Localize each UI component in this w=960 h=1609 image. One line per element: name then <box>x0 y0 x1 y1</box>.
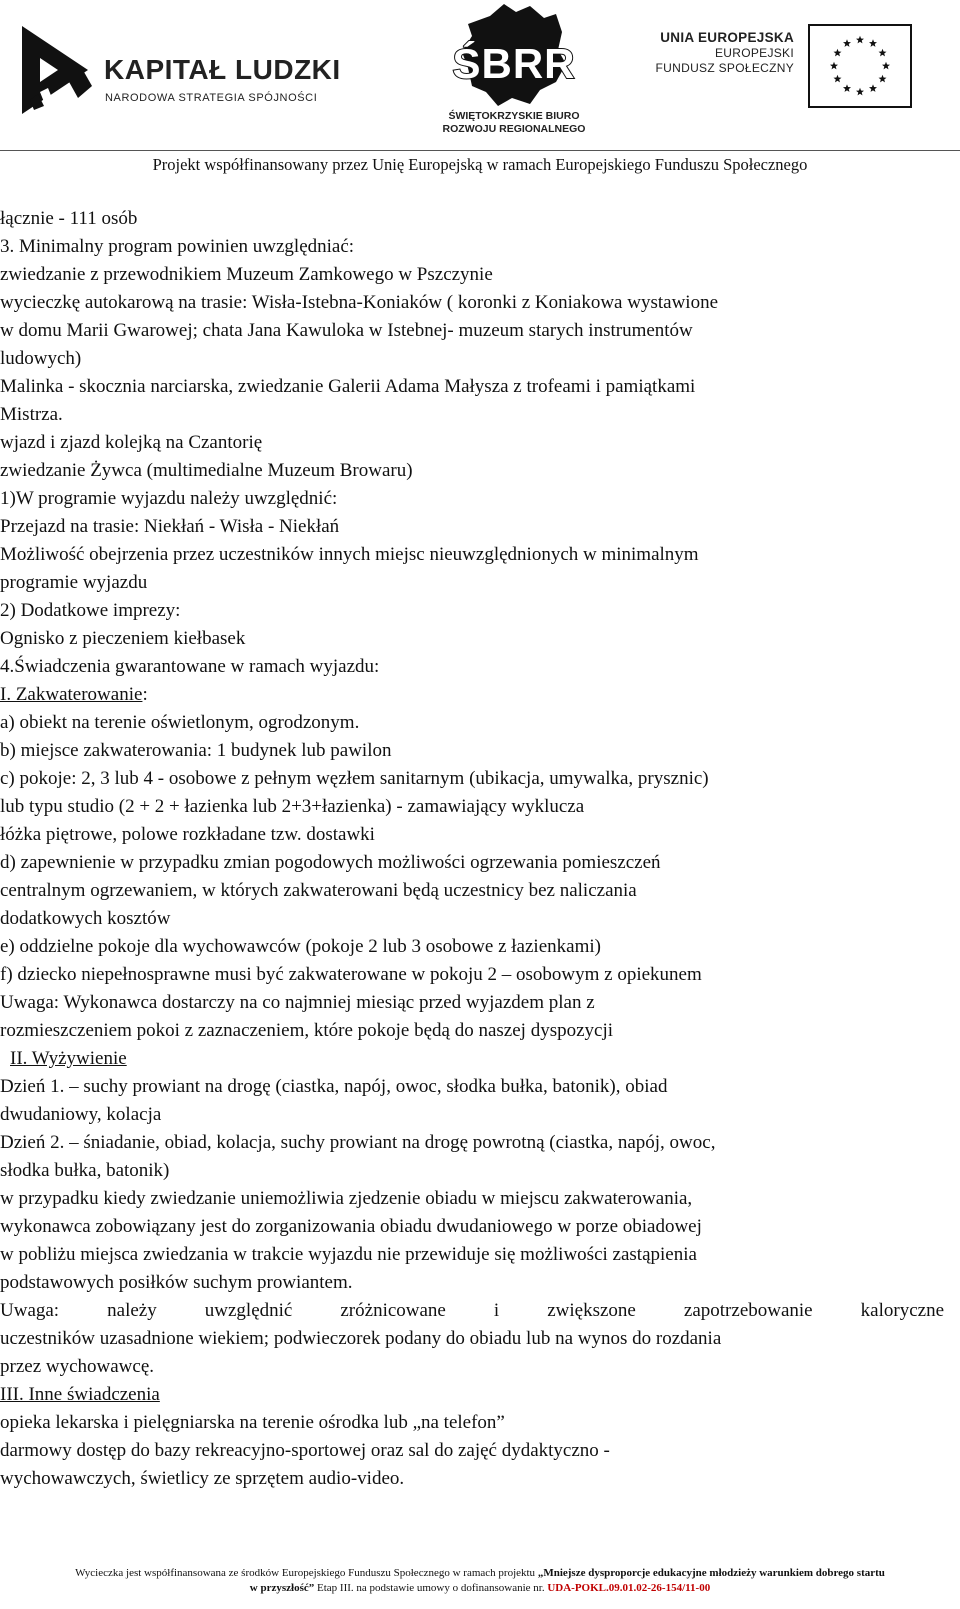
text-line: Uwaga: Wykonawca dostarczy na co najmniej miesiąc przed wyjazdem plan z <box>0 992 595 1013</box>
text-line: lub typu studio (2 + 2 + łazienka lub 2+3+łazienka) - zamawiający wyklucza <box>0 796 585 817</box>
text-line: e) oddzielne pokoje dla wychowawców (pokoje 2 lub 3 osobowe z łazienkami) <box>0 936 601 957</box>
header-divider <box>0 150 960 151</box>
section-heading-accommodation: I. Zakwaterowanie <box>0 684 143 705</box>
text-line: 1)W programie wyjazdu należy uwzględnić: <box>0 488 338 509</box>
section-heading-other-services: III. Inne świadczenia <box>0 1384 160 1405</box>
section-heading-line <box>0 1381 944 1409</box>
text-line: Dzień 1. – suchy prowiant na drogę (ciastka, napój, owoc, słodka bułka, batonik), obiad <box>0 1076 668 1097</box>
text-line: uczestników uzasadnione wiekiem; podwieczorek podany do obiadu lub na wynos do rozdania <box>0 1328 722 1349</box>
sbrr-name-line1: ŚWIĘTOKRZYSKIE BIURO <box>448 110 580 122</box>
text-line: 2) Dodatkowe imprezy: <box>0 600 181 621</box>
text-line: Dzień 2. – śniadanie, obiad, kolacja, suchy prowiant na drogę powrotną (ciastka, napój, owoc, <box>0 1132 716 1153</box>
sbrr-name-line2: ROZWOJU REGIONALNEGO <box>442 123 586 135</box>
text-line: wycieczkę autokarową na trasie: Wisła-Istebna-Koniaków ( koronki z Koniakowa wystawione <box>0 292 719 313</box>
eu-flag-icon <box>808 24 912 108</box>
text-line: przez wychowawcę. <box>0 1356 155 1377</box>
footer-project-title-end: w przyszłość” <box>249 1582 315 1594</box>
text-line: 3. Minimalny program powinien uwzględniać: <box>0 236 355 257</box>
text-line: słodka bułka, batonik) <box>0 1160 170 1181</box>
footer-funding-text: Wycieczka jest współfinansowana ze środków Europejskiego Funduszu Społecznego w ramach projektu <box>75 1567 538 1579</box>
text-line: rozmieszczeniem pokoi z zaznaczeniem, które pokoje będą do naszej dyspozycji <box>0 1020 614 1041</box>
eu-line2: EUROPEJSKI <box>714 46 794 60</box>
text-line: dwudaniowy, kolacja <box>0 1104 162 1125</box>
section-heading-meals: II. Wyżywienie <box>10 1048 127 1069</box>
text-line: a) obiekt na terenie oświetlonym, ogrodzonym. <box>0 712 360 733</box>
page-header <box>0 0 960 174</box>
section-heading-line <box>0 681 944 709</box>
footer-line2 <box>0 1581 960 1596</box>
kapital-ludzki-title: KAPITAŁ LUDZKI <box>104 54 341 85</box>
text-line: w domu Marii Gwarowej; chata Jana Kawuloka w Istebnej- muzeum starych instrumentów <box>0 320 693 341</box>
text-line: d) zapewnienie w przypadku zmian pogodowych możliwości ogrzewania pomieszczeń <box>0 852 661 873</box>
text-line: zwiedzanie Żywca (multimedialne Muzeum Browaru) <box>0 460 413 481</box>
kapital-ludzki-logo <box>18 20 341 120</box>
eu-logo <box>650 24 912 114</box>
text-line: łóżka piętrowe, polowe rozkładane tzw. dostawki <box>0 824 375 845</box>
project-tagline: Projekt współfinansowany przez Unię Europejską w ramach Europejskiego Funduszu Społecznego <box>152 155 808 174</box>
heading-colon: : <box>142 684 148 705</box>
text-line: w pobliżu miejsca zwiedzania w trakcie wyjazdu nie przewiduje się możliwości zastąpienia <box>0 1244 697 1265</box>
text-line: łącznie - 111 osób <box>0 208 138 229</box>
text-line: dodatkowych kosztów <box>0 908 171 929</box>
footer-project-title: „Mniejsze dysproporcje edukacyjne młodzieży warunkiem dobrego startu <box>537 1567 885 1579</box>
text-line: wjazd i zjazd kolejką na Czantorię <box>0 432 263 453</box>
footer-agreement-text: Etap III. na podstawie umowy o dofinansowanie nr. <box>314 1582 548 1594</box>
section-heading-line <box>0 1045 944 1073</box>
page-footer <box>0 1566 960 1596</box>
sbrr-acronym: ŚBRR <box>452 40 576 87</box>
text-line: Malinka - skocznia narciarska, zwiedzanie Galerii Adama Małysza z trofeami i pamiątkami <box>0 376 696 397</box>
sbrr-logo <box>434 2 594 136</box>
kapital-ludzki-subtitle: NARODOWA STRATEGIA SPÓJNOŚCI <box>105 92 318 104</box>
text-line: Ognisko z pieczeniem kiełbasek <box>0 628 246 649</box>
text-line: f) dziecko niepełnosprawne musi być zakwaterowane w pokoju 2 – osobowym z opiekunem <box>0 964 702 985</box>
text-line: 4.Świadczenia gwarantowane w ramach wyjazdu: <box>0 656 380 677</box>
text-line: Przejazd na trasie: Niekłań - Wisła - Niekłań <box>0 516 340 537</box>
eu-logo-text <box>614 30 794 76</box>
text-line: zwiedzanie z przewodnikiem Muzeum Zamkowego w Pszczynie <box>0 264 493 285</box>
text-line: podstawowych posiłków suchym prowiantem. <box>0 1272 353 1293</box>
text-line: opieka lekarska i pielęgniarska na terenie ośrodka lub „na telefon” <box>0 1412 505 1433</box>
kapital-ludzki-emblem-icon <box>18 20 104 120</box>
text-line: programie wyjazdu <box>0 572 148 593</box>
footer-agreement-number: UDA-POKL.09.01.02-26-154/11-00 <box>547 1582 711 1594</box>
footer-line1 <box>0 1566 960 1581</box>
eu-line3: FUNDUSZ SPOŁECZNY <box>655 61 794 75</box>
text-line: darmowy dostęp do bazy rekreacyjno-sportowej oraz sal do zajęć dydaktyczno - <box>0 1440 610 1461</box>
document-body <box>0 205 944 1493</box>
text-line: ludowych) <box>0 348 82 369</box>
text-line: Możliwość obejrzenia przez uczestników innych miejsc nieuwzględnionych w minimalnym <box>0 544 699 565</box>
text-line: w przypadku kiedy zwiedzanie uniemożliwia zjedzenie obiadu w miejscu zakwaterowania, <box>0 1188 693 1209</box>
text-line: b) miejsce zakwaterowania: 1 budynek lub pawilon <box>0 740 392 761</box>
text-line: Uwaga: należy uwzględnić zróżnicowane i zwiększone zapotrzebowanie kaloryczne <box>0 1300 944 1321</box>
text-line: c) pokoje: 2, 3 lub 4 - osobowe z pełnym węzłem sanitarnym (ubikacja, umywalka, prysznic) <box>0 768 709 789</box>
text-line: Mistrza. <box>0 404 63 425</box>
text-line: wykonawca zobowiązany jest do zorganizowania obiadu dwudaniowego w porze obiadowej <box>0 1216 702 1237</box>
eu-line1: UNIA EUROPEJSKA <box>660 30 794 45</box>
text-line: wychowawczych, świetlicy ze sprzętem audio-video. <box>0 1468 405 1489</box>
text-line: centralnym ogrzewaniem, w których zakwaterowani będą uczestnicy bez naliczania <box>0 880 637 901</box>
